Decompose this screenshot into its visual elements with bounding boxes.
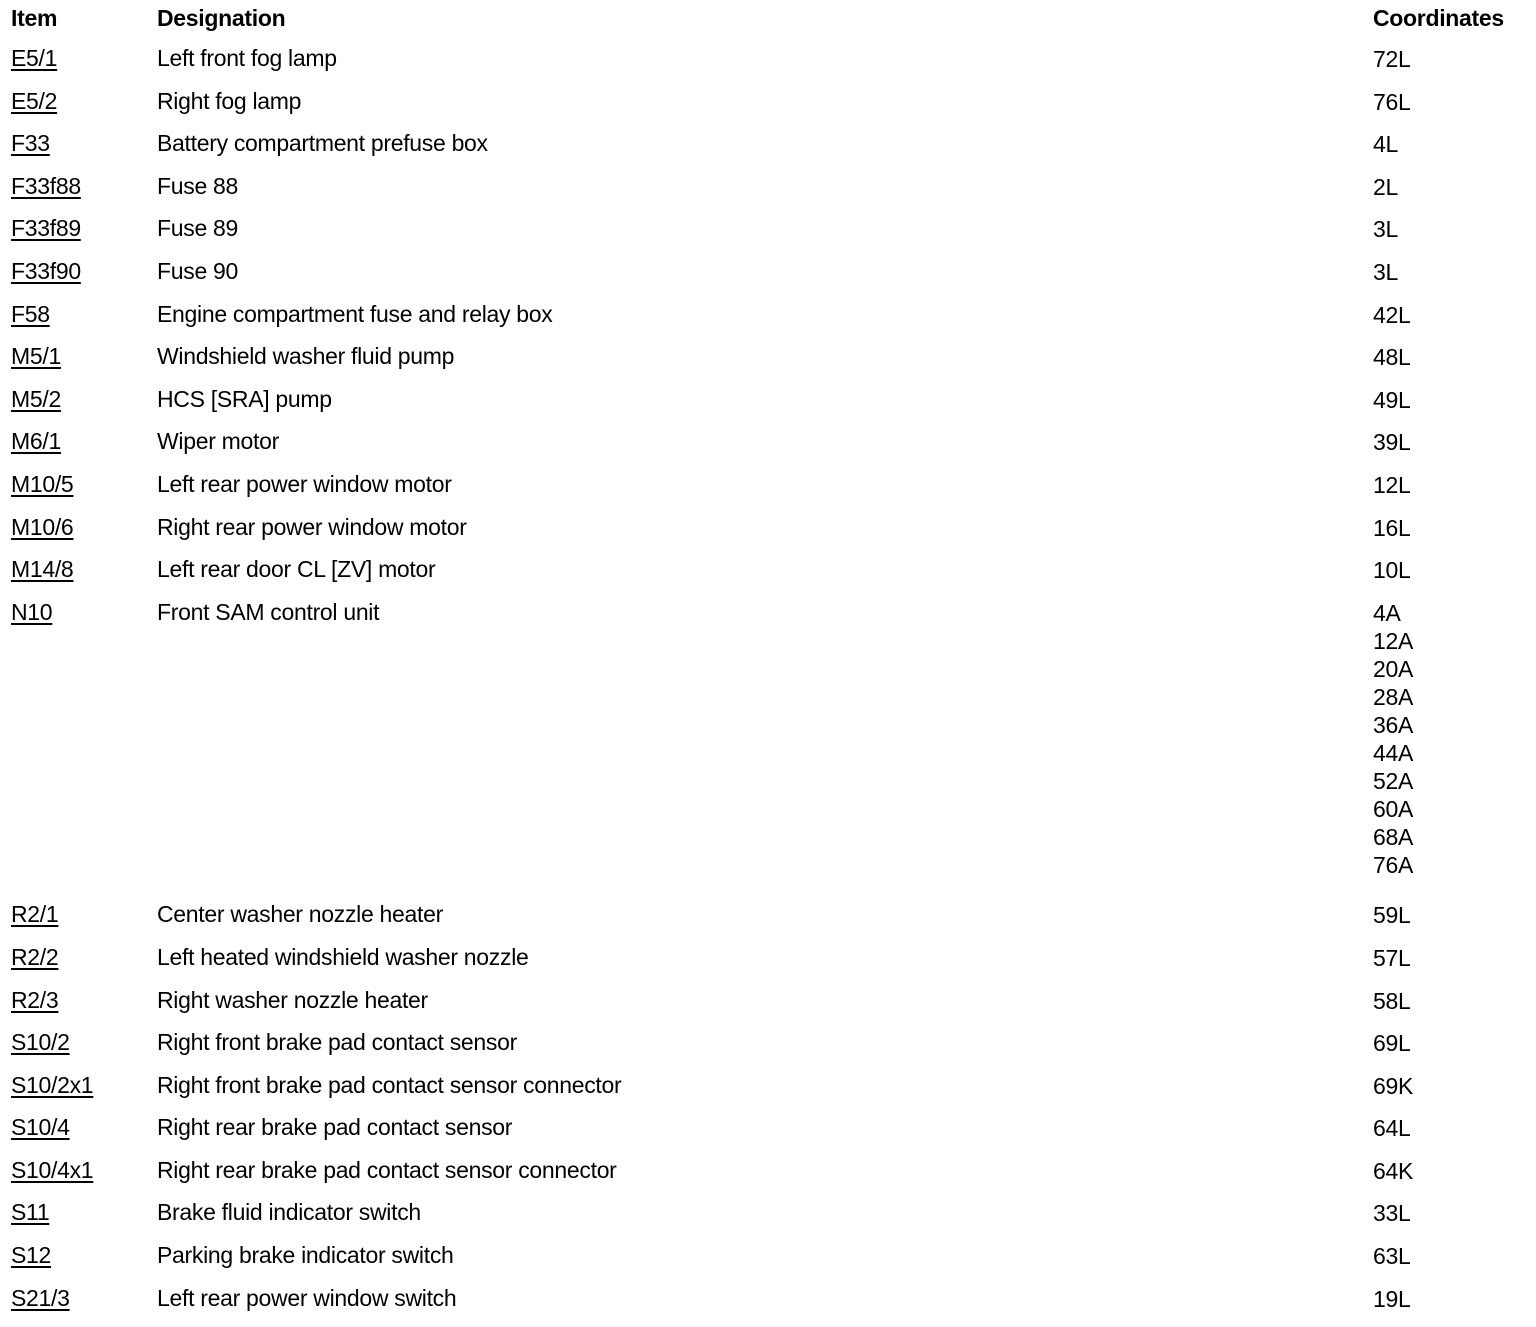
item-column-header: Item	[11, 5, 58, 31]
item-link[interactable]: M5/1	[11, 343, 61, 370]
designation-cell: Windshield washer fluid pump	[157, 343, 455, 370]
item-link[interactable]: M14/8	[11, 556, 74, 583]
item-link[interactable]: R2/1	[11, 901, 59, 928]
table-row	[0, 944, 1536, 987]
coordinate-value: 20A	[1373, 655, 1414, 682]
table-row	[0, 514, 1536, 557]
table-header	[0, 5, 1536, 37]
designation-cell: Parking brake indicator switch	[157, 1242, 454, 1269]
item-link[interactable]: M10/5	[11, 470, 74, 497]
coordinates-cell	[1373, 386, 1410, 414]
table-row	[0, 471, 1536, 514]
coordinate-value: 58L	[1373, 987, 1411, 1014]
coordinates-cell	[1373, 173, 1398, 201]
designation-cell: Wiper motor	[157, 428, 279, 455]
item-link[interactable]: S11	[11, 1199, 50, 1226]
designation-cell: Fuse 90	[157, 257, 239, 284]
table-row	[0, 1242, 1536, 1285]
designation-cell: Left heated windshield washer nozzle	[157, 943, 529, 970]
coordinate-value: 19L	[1373, 1285, 1411, 1312]
table-body	[0, 45, 1536, 1327]
coordinates-cell	[1373, 901, 1410, 929]
coordinates-cell	[1373, 1199, 1410, 1227]
designation-cell: Fuse 89	[157, 215, 239, 242]
designation-cell: Right front brake pad contact sensor connector	[157, 1071, 622, 1098]
table-row	[0, 301, 1536, 344]
table-row	[0, 215, 1536, 258]
coordinates-cell	[1373, 130, 1398, 158]
item-link[interactable]: M10/6	[11, 513, 74, 540]
table-row	[0, 901, 1536, 944]
coordinate-value: 76A	[1373, 851, 1414, 878]
table-row	[0, 599, 1536, 902]
designation-cell: Right fog lamp	[157, 87, 302, 114]
designation-cell: Right rear power window motor	[157, 513, 467, 540]
coordinate-value: 60A	[1373, 795, 1414, 822]
table-row	[0, 428, 1536, 471]
coordinate-value: 48L	[1373, 344, 1411, 371]
coordinate-value: 69L	[1373, 1030, 1411, 1057]
coordinates-cell	[1373, 215, 1398, 243]
coordinates-cell	[1373, 1242, 1410, 1270]
coordinates-cell	[1373, 987, 1410, 1015]
designation-cell: Engine compartment fuse and relay box	[157, 300, 553, 327]
coordinate-value: 12A	[1373, 627, 1414, 654]
coordinates-cell	[1373, 1072, 1413, 1100]
table-row	[0, 45, 1536, 88]
coordinate-value: 4L	[1373, 131, 1398, 158]
table-row	[0, 1199, 1536, 1242]
coordinate-value: 33L	[1373, 1200, 1411, 1227]
coordinate-value: 69K	[1373, 1072, 1414, 1099]
coordinates-column-header: Coordinates	[1373, 5, 1504, 31]
designation-column-header: Designation	[157, 5, 286, 31]
item-link[interactable]: S21/3	[11, 1284, 70, 1311]
designation-cell: Right washer nozzle heater	[157, 986, 428, 1013]
item-link[interactable]: N10	[11, 598, 53, 625]
item-link[interactable]: M6/1	[11, 428, 61, 455]
coordinate-value: 10L	[1373, 557, 1411, 584]
coordinate-value: 16L	[1373, 514, 1411, 541]
designation-cell: Right rear brake pad contact sensor	[157, 1114, 513, 1141]
item-link[interactable]: S10/4	[11, 1114, 70, 1141]
table-row	[0, 1072, 1536, 1115]
coordinate-value: 3L	[1373, 216, 1398, 243]
table-row	[0, 88, 1536, 131]
coordinates-cell	[1373, 944, 1410, 972]
coordinate-value: 39L	[1373, 429, 1411, 456]
coordinate-value: 57L	[1373, 944, 1411, 971]
item-link[interactable]: F33f90	[11, 257, 81, 284]
item-link[interactable]: F33f88	[11, 172, 81, 199]
designation-cell: HCS [SRA] pump	[157, 385, 332, 412]
coordinate-value: 36A	[1373, 711, 1414, 738]
table-row	[0, 1029, 1536, 1072]
table-row	[0, 1157, 1536, 1200]
coordinates-cell	[1373, 556, 1410, 584]
item-link[interactable]: M5/2	[11, 385, 61, 412]
table-row	[0, 343, 1536, 386]
designation-cell: Left rear door CL [ZV] motor	[157, 556, 436, 583]
coordinate-value: 64L	[1373, 1115, 1411, 1142]
coordinate-value: 12L	[1373, 471, 1411, 498]
coordinates-cell	[1373, 258, 1398, 286]
table-row	[0, 556, 1536, 599]
coordinate-value: 59L	[1373, 902, 1411, 929]
item-link[interactable]: S10/2x1	[11, 1071, 94, 1098]
designation-cell: Right front brake pad contact sensor	[157, 1029, 517, 1056]
coordinate-value: 49L	[1373, 386, 1411, 413]
coordinates-cell	[1373, 1029, 1410, 1057]
coordinates-cell	[1373, 1114, 1410, 1142]
coordinate-value: 63L	[1373, 1243, 1411, 1270]
table-row	[0, 258, 1536, 301]
coordinate-value: 68A	[1373, 823, 1414, 850]
item-link[interactable]: F33	[11, 130, 50, 157]
coordinates-cell	[1373, 1157, 1413, 1185]
item-link[interactable]: F58	[11, 300, 50, 327]
coordinate-value: 42L	[1373, 301, 1411, 328]
designation-cell: Left rear power window motor	[157, 470, 452, 497]
designation-cell: Center washer nozzle heater	[157, 901, 443, 928]
coordinate-value: 52A	[1373, 767, 1414, 794]
designation-cell: Brake fluid indicator switch	[157, 1199, 421, 1226]
coordinates-cell	[1373, 343, 1410, 371]
coordinates-cell	[1373, 88, 1410, 116]
coordinates-cell	[1373, 514, 1410, 542]
item-link[interactable]: F33f89	[11, 215, 81, 242]
coordinate-value: 4A	[1373, 599, 1401, 626]
item-link[interactable]: E5/1	[11, 45, 58, 71]
coordinate-value: 64K	[1373, 1157, 1414, 1184]
designation-cell: Battery compartment prefuse box	[157, 130, 488, 157]
table-row	[0, 987, 1536, 1030]
coordinate-value: 3L	[1373, 258, 1398, 285]
designation-cell: Front SAM control unit	[157, 598, 380, 625]
table-row	[0, 130, 1536, 173]
designation-cell: Left rear power window switch	[157, 1284, 457, 1311]
designation-cell: Left front fog lamp	[157, 45, 337, 71]
designation-cell: Right rear brake pad contact sensor connector	[157, 1156, 617, 1183]
item-link[interactable]: S10/2	[11, 1029, 70, 1056]
coordinate-value: 72L	[1373, 46, 1411, 72]
item-link[interactable]: S12	[11, 1242, 52, 1269]
coordinates-cell	[1373, 471, 1410, 499]
item-link[interactable]: R2/3	[11, 986, 59, 1013]
table-row	[0, 1114, 1536, 1157]
coordinate-value: 2L	[1373, 173, 1398, 200]
item-link[interactable]: S10/4x1	[11, 1156, 94, 1183]
coordinate-value: 76L	[1373, 88, 1411, 115]
table-row	[0, 173, 1536, 216]
coordinate-value: 28A	[1373, 683, 1414, 710]
coordinates-cell	[1373, 301, 1410, 329]
coordinates-cell	[1373, 1285, 1410, 1313]
coordinates-cell	[1373, 599, 1413, 879]
table-row	[0, 1285, 1536, 1327]
table-row	[0, 386, 1536, 429]
item-link[interactable]: R2/2	[11, 943, 59, 970]
designation-cell: Fuse 88	[157, 172, 239, 199]
coordinates-cell	[1373, 45, 1410, 73]
item-link[interactable]: E5/2	[11, 87, 58, 114]
coordinates-cell	[1373, 428, 1410, 456]
coordinate-value: 44A	[1373, 739, 1414, 766]
